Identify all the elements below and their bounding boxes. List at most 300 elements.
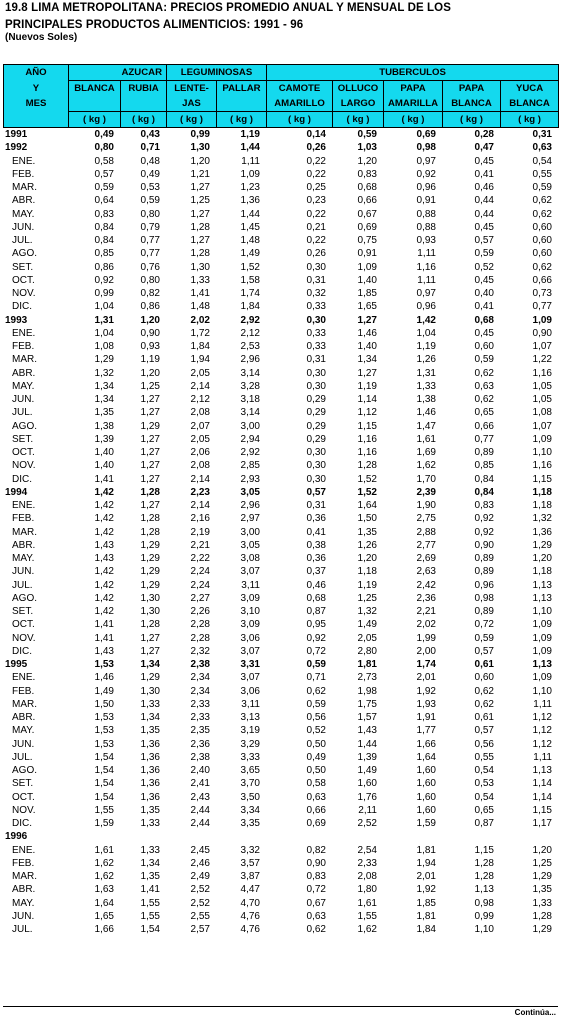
cell-col-7: 1,60 xyxy=(416,765,436,777)
cell-col-9: 1,33 xyxy=(532,897,552,909)
cell-col-4: 3,09 xyxy=(240,619,260,631)
cell-col-1: 1,62 xyxy=(94,857,114,869)
cell-col-7: 1,19 xyxy=(416,341,436,353)
cell-col-6: 0,66 xyxy=(357,195,377,207)
cell-col-7: 1,66 xyxy=(416,738,436,750)
header-year-month-blank xyxy=(4,112,69,128)
cell-col-9: 1,15 xyxy=(532,473,552,485)
month-row xyxy=(3,579,558,592)
cell-col-7: 1,60 xyxy=(416,778,436,790)
cell-col-3: 2,24 xyxy=(190,579,210,591)
cell-col-9 xyxy=(500,830,558,843)
month-row xyxy=(3,791,558,804)
cell-col-5: 0,14 xyxy=(306,129,326,141)
cell-col-2: 0,80 xyxy=(140,274,160,286)
cell-col-6: 1,25 xyxy=(357,592,377,604)
cell-col-8: 0,41 xyxy=(474,301,494,313)
cell-col-1: 1,43 xyxy=(94,645,114,657)
cell-col-9: 1,10 xyxy=(532,606,552,618)
cell-col-3: 2,05 xyxy=(190,367,210,379)
cell-col-3: 1,30 xyxy=(190,261,210,273)
year-row xyxy=(3,128,558,141)
cell-col-2: 0,53 xyxy=(140,182,160,194)
cell-col-2: 1,41 xyxy=(140,884,160,896)
month-row xyxy=(3,565,558,578)
header-col-2-line-2 xyxy=(121,96,167,112)
cell-col-5 xyxy=(266,830,332,843)
cell-col-3: 2,38 xyxy=(190,659,210,671)
cell-col-7: 1,70 xyxy=(416,473,436,485)
cell-col-9: 1,12 xyxy=(532,712,552,724)
cell-col-8 xyxy=(442,830,500,843)
cell-col-2: 0,82 xyxy=(140,288,160,300)
month-row xyxy=(3,817,558,830)
header-col-3-line-1: LENTE- xyxy=(167,81,217,97)
cell-col-9: 1,17 xyxy=(532,818,552,830)
month-row xyxy=(3,221,558,234)
cell-col-3 xyxy=(166,830,216,843)
cell-col-4: 3,07 xyxy=(240,566,260,578)
cell-col-8: 0,56 xyxy=(474,738,494,750)
row-label: NOV. xyxy=(12,804,36,816)
month-row xyxy=(3,738,558,751)
cell-col-3: 1,27 xyxy=(190,235,210,247)
cell-col-1: 1,42 xyxy=(94,592,114,604)
cell-col-7: 1,91 xyxy=(416,712,436,724)
cell-col-1: 0,49 xyxy=(94,129,114,141)
cell-col-6: 0,83 xyxy=(357,168,377,180)
row-label: JUN. xyxy=(12,566,35,578)
cell-col-5: 0,67 xyxy=(306,897,326,909)
cell-col-1: 1,40 xyxy=(94,460,114,472)
cell-col-5: 0,37 xyxy=(306,566,326,578)
cell-col-7: 1,11 xyxy=(417,248,436,260)
cell-col-6: 0,59 xyxy=(357,129,377,141)
row-label: OCT. xyxy=(12,447,35,459)
cell-col-8: 0,89 xyxy=(474,566,494,578)
cell-col-5: 0,31 xyxy=(306,500,326,512)
cell-col-3: 2,16 xyxy=(190,513,210,525)
cell-col-7: 1,69 xyxy=(416,447,436,459)
cell-col-8: 0,62 xyxy=(474,698,494,710)
cell-col-7: 1,99 xyxy=(416,632,436,644)
cell-col-4: 3,57 xyxy=(240,857,260,869)
header-col-9-line-1: YUCA xyxy=(501,81,559,97)
cell-col-8: 0,89 xyxy=(474,606,494,618)
cell-col-7: 2,21 xyxy=(416,606,436,618)
cell-col-3: 1,41 xyxy=(190,288,210,300)
cell-col-4: 1,09 xyxy=(240,168,260,180)
cell-col-6: 1,76 xyxy=(357,791,377,803)
month-row xyxy=(3,208,558,221)
cell-col-9: 1,18 xyxy=(532,486,552,498)
cell-col-1: 0,57 xyxy=(94,168,114,180)
cell-col-5: 0,30 xyxy=(306,261,326,273)
cell-col-2: 0,49 xyxy=(140,168,160,180)
cell-col-8: 0,89 xyxy=(474,447,494,459)
cell-col-2: 1,27 xyxy=(140,500,160,512)
cell-col-9: 1,14 xyxy=(532,791,552,803)
cell-col-2: 1,54 xyxy=(140,924,160,936)
cell-col-9: 1,09 xyxy=(532,619,552,631)
row-label: 1994 xyxy=(5,486,28,498)
cell-col-7: 1,81 xyxy=(416,844,436,856)
month-row xyxy=(3,406,558,419)
cell-col-9: 1,29 xyxy=(532,924,552,936)
cell-col-8: 0,83 xyxy=(474,500,494,512)
cell-col-2: 1,29 xyxy=(140,553,160,565)
cell-col-1: 1,42 xyxy=(94,606,114,618)
cell-col-1: 1,38 xyxy=(94,420,114,432)
cell-col-5: 0,57 xyxy=(306,486,326,498)
cell-col-8: 0,45 xyxy=(474,155,494,167)
cell-col-2: 1,27 xyxy=(140,394,160,406)
cell-col-5: 0,63 xyxy=(306,910,326,922)
cell-col-9: 1,29 xyxy=(532,539,552,551)
cell-col-3: 2,33 xyxy=(190,698,210,710)
cell-col-6: 1,98 xyxy=(357,685,377,697)
cell-col-4: 3,65 xyxy=(240,765,260,777)
row-label: ENE. xyxy=(12,500,36,512)
row-label: ENE. xyxy=(12,327,36,339)
cell-col-3: 1,21 xyxy=(190,168,210,180)
cell-col-3: 2,41 xyxy=(190,778,210,790)
cell-col-2: 1,27 xyxy=(140,433,160,445)
cell-col-1: 1,55 xyxy=(94,804,114,816)
cell-col-6: 1,16 xyxy=(357,433,377,445)
cell-col-5: 0,26 xyxy=(306,248,326,260)
cell-col-7: 1,42 xyxy=(416,314,436,326)
row-label: OCT. xyxy=(12,791,35,803)
cell-col-6: 2,08 xyxy=(357,871,377,883)
cell-col-5: 0,72 xyxy=(306,884,326,896)
cell-col-5: 0,52 xyxy=(306,725,326,737)
cell-col-1: 1,53 xyxy=(94,725,114,737)
cell-col-6: 1,26 xyxy=(357,539,377,551)
row-label: AGO. xyxy=(12,765,38,777)
cell-col-7: 1,92 xyxy=(416,884,436,896)
cell-col-2: 1,27 xyxy=(140,447,160,459)
cell-col-5: 0,23 xyxy=(306,195,326,207)
cell-col-4: 3,14 xyxy=(240,367,260,379)
cell-col-9: 1,32 xyxy=(532,513,552,525)
cell-col-3: 2,55 xyxy=(190,910,210,922)
cell-col-4: 2,94 xyxy=(240,433,260,445)
cell-col-9: 0,60 xyxy=(532,221,552,233)
cell-col-8: 0,62 xyxy=(474,394,494,406)
header-year-month-line-3: MES xyxy=(4,96,69,112)
cell-col-8: 0,98 xyxy=(474,592,494,604)
month-row xyxy=(3,234,558,247)
month-row xyxy=(3,168,558,181)
cell-col-8: 0,53 xyxy=(474,778,494,790)
cell-col-5: 0,30 xyxy=(306,314,326,326)
cell-col-2: 1,29 xyxy=(140,566,160,578)
cell-col-4: 1,49 xyxy=(240,248,260,260)
cell-col-9: 1,14 xyxy=(532,778,552,790)
cell-col-7: 1,04 xyxy=(416,327,436,339)
month-row xyxy=(3,751,558,764)
cell-col-6: 1,57 xyxy=(357,712,377,724)
cell-col-2: 1,36 xyxy=(140,778,160,790)
cell-col-2: 1,29 xyxy=(140,672,160,684)
cell-col-9: 0,54 xyxy=(532,155,552,167)
cell-col-9: 1,16 xyxy=(532,460,552,472)
cell-col-5: 0,30 xyxy=(306,380,326,392)
cell-col-4: 3,06 xyxy=(240,632,260,644)
cell-col-7: 0,97 xyxy=(416,155,436,167)
month-row xyxy=(3,261,558,274)
cell-col-1: 1,34 xyxy=(94,380,114,392)
cell-col-5: 0,31 xyxy=(306,354,326,366)
year-row xyxy=(3,830,558,843)
table-header xyxy=(3,64,559,128)
table-rows xyxy=(3,128,558,936)
cell-col-6: 1,16 xyxy=(357,447,377,459)
cell-col-5: 0,58 xyxy=(306,778,326,790)
cell-col-1: 1,41 xyxy=(94,619,114,631)
cell-col-6: 1,49 xyxy=(357,619,377,631)
cell-col-7: 2,88 xyxy=(416,526,436,538)
cell-col-2 xyxy=(120,830,166,843)
cell-col-5: 0,30 xyxy=(306,473,326,485)
cell-col-7: 0,93 xyxy=(416,235,436,247)
cell-col-4: 3,33 xyxy=(240,751,260,763)
cell-col-3: 2,05 xyxy=(190,433,210,445)
cell-col-8: 0,92 xyxy=(474,526,494,538)
cell-col-9: 1,22 xyxy=(532,354,552,366)
cell-col-2: 1,33 xyxy=(140,818,160,830)
month-row xyxy=(3,711,558,724)
cell-col-5: 0,62 xyxy=(306,924,326,936)
cell-col-1: 1,54 xyxy=(94,751,114,763)
cell-col-3: 2,19 xyxy=(190,526,210,538)
cell-col-3: 2,22 xyxy=(190,553,210,565)
cell-col-3: 2,38 xyxy=(190,751,210,763)
cell-col-9: 0,63 xyxy=(532,142,552,154)
cell-col-3: 2,52 xyxy=(190,897,210,909)
cell-col-7: 2,42 xyxy=(416,579,436,591)
cell-col-2: 1,30 xyxy=(140,685,160,697)
month-row xyxy=(3,380,558,393)
table-title xyxy=(5,0,451,34)
month-row xyxy=(3,671,558,684)
row-label: FEB. xyxy=(12,685,35,697)
cell-col-5: 0,41 xyxy=(306,526,326,538)
cell-col-9: 1,25 xyxy=(532,857,552,869)
cell-col-8: 0,45 xyxy=(474,221,494,233)
cell-col-9: 0,60 xyxy=(532,235,552,247)
cell-col-9: 1,18 xyxy=(532,500,552,512)
cell-col-4: 3,14 xyxy=(240,407,260,419)
cell-col-3: 1,30 xyxy=(190,142,210,154)
cell-col-3: 2,57 xyxy=(190,924,210,936)
cell-col-6: 1,75 xyxy=(357,698,377,710)
cell-col-9: 1,12 xyxy=(532,725,552,737)
row-label: JUL. xyxy=(12,924,33,936)
row-label: ENE. xyxy=(12,844,36,856)
cell-col-3: 1,84 xyxy=(190,341,210,353)
cell-col-9: 1,09 xyxy=(532,314,552,326)
cell-col-9: 1,28 xyxy=(532,910,552,922)
cell-col-1: 1,42 xyxy=(94,526,114,538)
cell-col-5: 0,90 xyxy=(306,857,326,869)
month-row xyxy=(3,777,558,790)
cell-col-2: 1,33 xyxy=(140,844,160,856)
header-col-3-unit: ( kg ) xyxy=(167,112,217,128)
cell-col-3: 1,72 xyxy=(190,327,210,339)
cell-col-6: 1,14 xyxy=(357,394,377,406)
cell-col-5: 0,32 xyxy=(306,288,326,300)
cell-col-9: 1,13 xyxy=(532,659,552,671)
month-row xyxy=(3,300,558,313)
cell-col-7: 2,69 xyxy=(416,553,436,565)
cell-col-6: 1,20 xyxy=(357,155,377,167)
cell-col-1: 1,43 xyxy=(94,539,114,551)
cell-col-5: 0,33 xyxy=(306,301,326,313)
cell-col-4: 1,44 xyxy=(240,208,260,220)
header-col-8-line-1: PAPA xyxy=(443,81,501,97)
cell-col-3: 2,44 xyxy=(190,804,210,816)
cell-col-1: 1,63 xyxy=(94,884,114,896)
cell-col-5: 0,33 xyxy=(306,341,326,353)
row-label: JUL. xyxy=(12,579,33,591)
cell-col-5: 0,62 xyxy=(306,685,326,697)
cell-col-9: 0,60 xyxy=(532,248,552,260)
cell-col-1: 0,59 xyxy=(94,182,114,194)
cell-col-9: 0,59 xyxy=(532,182,552,194)
header-col-6-line-2: LARGO xyxy=(333,96,384,112)
cell-col-3: 2,46 xyxy=(190,857,210,869)
cell-col-7: 1,85 xyxy=(416,897,436,909)
cell-col-8: 0,96 xyxy=(474,579,494,591)
month-row xyxy=(3,910,558,923)
cell-col-4: 1,23 xyxy=(240,182,260,194)
cell-col-9: 1,10 xyxy=(532,447,552,459)
cell-col-7: 1,47 xyxy=(416,420,436,432)
cell-col-8: 0,60 xyxy=(474,341,494,353)
month-row xyxy=(3,923,558,936)
cell-col-8: 0,99 xyxy=(474,910,494,922)
cell-col-1: 1,42 xyxy=(94,566,114,578)
cell-col-6: 1,27 xyxy=(357,367,377,379)
cell-col-8: 0,87 xyxy=(474,818,494,830)
cell-col-5: 0,95 xyxy=(306,619,326,631)
cell-col-9: 1,35 xyxy=(532,884,552,896)
cell-col-9: 1,13 xyxy=(532,579,552,591)
header-col-1-unit: ( kg ) xyxy=(69,112,121,128)
cell-col-9: 1,08 xyxy=(532,407,552,419)
cell-col-3: 2,27 xyxy=(190,592,210,604)
cell-col-7: 1,84 xyxy=(416,924,436,936)
cell-col-9: 0,62 xyxy=(532,195,552,207)
cell-col-1: 0,92 xyxy=(94,274,114,286)
cell-col-2: 1,29 xyxy=(140,539,160,551)
cell-col-9: 1,09 xyxy=(532,672,552,684)
cell-col-3: 2,14 xyxy=(190,380,210,392)
cell-col-1: 1,46 xyxy=(94,672,114,684)
cell-col-5: 0,29 xyxy=(306,394,326,406)
cell-col-1: 1,54 xyxy=(94,765,114,777)
cell-col-1: 1,66 xyxy=(94,924,114,936)
cell-col-7: 2,77 xyxy=(416,539,436,551)
header-col-9-unit: ( kg ) xyxy=(501,112,559,128)
cell-col-5: 0,83 xyxy=(306,871,326,883)
cell-col-5: 0,56 xyxy=(306,712,326,724)
cell-col-2: 1,36 xyxy=(140,765,160,777)
cell-col-8: 0,44 xyxy=(474,195,494,207)
price-table-body xyxy=(3,128,558,936)
cell-col-3: 1,25 xyxy=(190,195,210,207)
cell-col-1: 1,49 xyxy=(94,685,114,697)
cell-col-4: 3,00 xyxy=(240,420,260,432)
cell-col-9: 1,15 xyxy=(532,804,552,816)
cell-col-9: 1,09 xyxy=(532,645,552,657)
cell-col-6: 1,60 xyxy=(357,778,377,790)
cell-col-8: 0,61 xyxy=(474,712,494,724)
row-label: FEB. xyxy=(12,341,35,353)
cell-col-7: 1,46 xyxy=(416,407,436,419)
cell-col-7: 0,97 xyxy=(416,288,436,300)
cell-col-4: 3,05 xyxy=(240,539,260,551)
cell-col-2: 1,35 xyxy=(140,804,160,816)
cell-col-5: 0,29 xyxy=(306,420,326,432)
month-row xyxy=(3,618,558,631)
cell-col-8: 0,72 xyxy=(474,619,494,631)
year-row xyxy=(3,486,558,499)
cell-col-8: 0,59 xyxy=(474,354,494,366)
row-label: MAR. xyxy=(12,354,37,366)
cell-col-7: 0,96 xyxy=(416,182,436,194)
cell-col-6: 1,55 xyxy=(357,910,377,922)
cell-col-8: 0,45 xyxy=(474,274,494,286)
cell-col-4: 3,06 xyxy=(240,685,260,697)
cell-col-3: 1,48 xyxy=(190,301,210,313)
cell-col-5: 0,38 xyxy=(306,539,326,551)
row-label: JUN. xyxy=(12,910,35,922)
year-row xyxy=(3,658,558,671)
cell-col-2: 0,79 xyxy=(140,221,160,233)
header-col-1-line-1: BLANCA xyxy=(69,81,121,97)
row-label: FEB. xyxy=(12,513,35,525)
row-label: DIC. xyxy=(12,473,32,485)
cell-col-1: 1,39 xyxy=(94,433,114,445)
cell-col-7: 2,39 xyxy=(416,486,436,498)
cell-col-7: 1,81 xyxy=(416,910,436,922)
month-row xyxy=(3,433,558,446)
row-label: DIC. xyxy=(12,818,32,830)
cell-col-5: 0,33 xyxy=(306,327,326,339)
cell-col-8: 0,57 xyxy=(474,235,494,247)
cell-col-9: 0,62 xyxy=(532,261,552,273)
cell-col-6: 1,65 xyxy=(357,301,377,313)
cell-col-4: 3,11 xyxy=(241,579,260,591)
cell-col-1: 1,42 xyxy=(94,579,114,591)
cell-col-8: 0,52 xyxy=(474,261,494,273)
month-row xyxy=(3,274,558,287)
cell-col-4: 2,93 xyxy=(240,473,260,485)
row-label: MAY. xyxy=(12,208,35,220)
row-label: MAY. xyxy=(12,725,35,737)
header-col-4-line-2 xyxy=(217,96,267,112)
cell-col-5: 0,25 xyxy=(306,182,326,194)
cell-col-1: 0,64 xyxy=(94,195,114,207)
cell-col-9: 1,36 xyxy=(532,526,552,538)
cell-col-3: 2,36 xyxy=(190,738,210,750)
cell-col-1: 1,29 xyxy=(94,354,114,366)
cell-col-2: 0,71 xyxy=(140,142,160,154)
cell-col-9: 1,05 xyxy=(532,380,552,392)
